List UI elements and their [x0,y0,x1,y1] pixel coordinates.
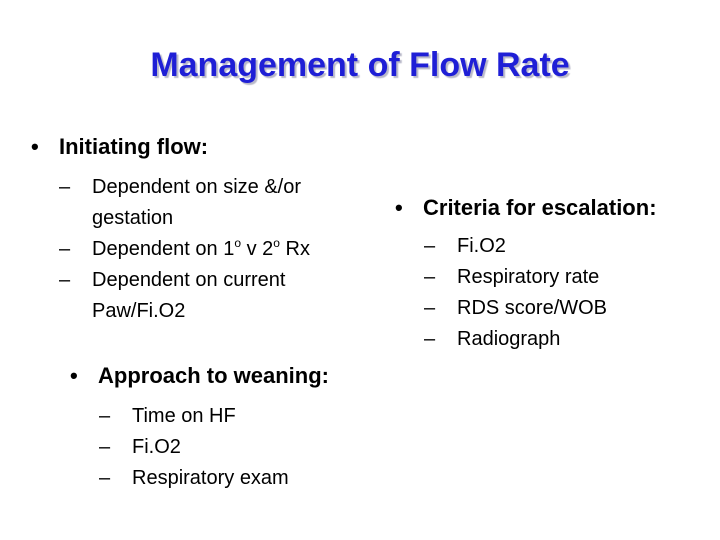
heading-text: Criteria for escalation: [423,195,657,220]
text-part: v 2 [241,238,274,260]
list-item-text: Fi.O2 [457,235,506,257]
slide-title: Management of Flow Rate [150,46,570,84]
dash-icon: – [59,238,71,260]
initiating-flow-heading [31,132,371,162]
list-item-text: Time on HF [132,405,236,427]
dash-icon: – [59,176,71,198]
list-item [99,432,390,463]
list-item [424,324,715,355]
heading-text: Approach to weaning: [98,363,329,388]
list-item [59,265,349,327]
dash-icon: – [99,405,111,427]
dash-icon: – [424,328,436,350]
dash-icon: – [424,235,436,257]
text-part: Dependent on 1 [92,238,235,260]
escalation-section [395,193,715,355]
weaning-section [70,361,390,494]
list-item [424,293,715,324]
dash-icon: – [99,467,111,489]
text-part: Rx [279,238,310,260]
list-item-text [92,238,310,260]
list-item [59,172,349,234]
list-item [59,234,349,265]
weaning-heading [70,361,390,391]
dash-icon: – [424,297,436,319]
bullet-icon: • [31,134,39,159]
escalation-heading [395,193,715,223]
dash-icon: – [424,266,436,288]
list-item-text: Dependent on current Paw/Fi.O2 [92,269,286,322]
initiating-flow-section [31,132,371,327]
weaning-list [99,401,390,494]
dash-icon: – [99,436,111,458]
initiating-flow-list [59,172,349,327]
bullet-icon: • [395,195,403,220]
escalation-list [424,231,715,355]
list-item-text: Respiratory exam [132,467,289,489]
list-item-text: Dependent on size &/or gestation [92,176,302,229]
list-item [424,262,715,293]
list-item [424,231,715,262]
superscript: o [273,236,280,250]
list-item-text: Respiratory rate [457,266,600,288]
list-item [99,401,390,432]
list-item [99,463,390,494]
superscript: o [234,236,242,250]
list-item-text: RDS score/WOB [457,297,608,319]
dash-icon: – [59,269,71,291]
list-item-text: Radiograph [457,328,561,350]
list-item-text: Fi.O2 [132,436,181,458]
bullet-icon: • [70,363,78,388]
heading-text: Initiating flow: [59,134,209,159]
